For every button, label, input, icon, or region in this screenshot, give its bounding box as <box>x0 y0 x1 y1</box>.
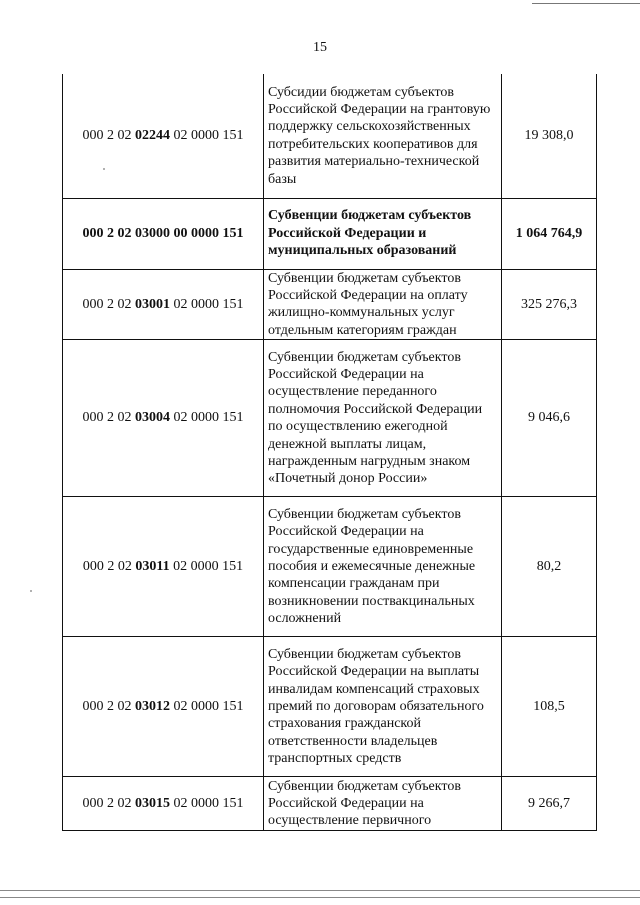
budget-code: 000 2 02 03012 02 0000 151 <box>63 637 264 777</box>
row-description: Субвенции бюджетам субъектов Российской Федерации на выплаты инвалидам компенсаций страховых премий по договорам обязательного страхования гражданской ответственности владельцев транспортных средств <box>264 637 502 777</box>
row-description: Субвенции бюджетам субъектов Российской Федерации на осуществление переданного полномочия Российской Федерации по осуществлению ежегодной денежной выплаты лицам, награжденным нагрудным знаком «Почетный донор России» <box>264 340 502 497</box>
table-row-03012 <box>63 637 597 777</box>
budget-code-key: 03004 <box>135 410 170 426</box>
table-row-03015 <box>63 777 597 831</box>
scan-edge-mark <box>532 3 640 4</box>
budget-code: 000 2 02 03001 02 0000 151 <box>63 269 264 340</box>
row-amount: 108,5 <box>502 637 597 777</box>
budget-code-key: 02244 <box>135 128 170 144</box>
scan-speck <box>30 590 32 592</box>
row-description: Субвенции бюджетам субъектов Российской Федерации и муниципальных образований <box>264 198 502 269</box>
page-number: 15 <box>313 40 327 55</box>
row-amount: 9 266,7 <box>502 777 597 831</box>
budget-classification-table <box>62 74 597 831</box>
budget-code-key: 03012 <box>135 698 170 714</box>
row-description: Субсидии бюджетам субъектов Российской Федерации на грантовую поддержку сельскохозяйственных потребительских кооперативов для развития материально-технической базы <box>264 74 502 198</box>
row-description: Субвенции бюджетам субъектов Российской Федерации на оплату жилищно-коммунальных услуг отдельным категориям граждан <box>264 269 502 340</box>
row-amount: 9 046,6 <box>502 340 597 497</box>
table-row-03001 <box>63 269 597 340</box>
budget-code: 000 2 02 02244 02 0000 151 <box>63 74 264 198</box>
budget-code-key: 03001 <box>135 296 170 312</box>
scan-speck <box>103 168 105 170</box>
budget-code: 000 2 02 03011 02 0000 151 <box>63 497 264 637</box>
row-amount: 1 064 764,9 <box>502 198 597 269</box>
budget-code: 000 2 02 03015 02 0000 151 <box>63 777 264 831</box>
table-row-03004 <box>63 340 597 497</box>
row-description: Субвенции бюджетам субъектов Российской Федерации на государственные единовременные пособия и ежемесячные денежные компенсации гражданам при возникновении поствакцинальных осложнений <box>264 497 502 637</box>
budget-code: 000 2 02 03004 02 0000 151 <box>63 340 264 497</box>
table-row-03011 <box>63 497 597 637</box>
table-row-02244 <box>63 74 597 198</box>
scan-bottom-line <box>0 890 640 891</box>
budget-code-key: 03015 <box>135 795 170 811</box>
scan-bottom-line <box>0 897 640 898</box>
row-amount: 19 308,0 <box>502 74 597 198</box>
row-description: Субвенции бюджетам субъектов Российской Федерации на осуществление первичного <box>264 777 502 831</box>
row-amount: 325 276,3 <box>502 269 597 340</box>
row-amount: 80,2 <box>502 497 597 637</box>
budget-code-key: 03011 <box>135 558 170 574</box>
budget-code: 000 2 02 03000 00 0000 151 <box>63 198 264 269</box>
table-row-03000-total <box>63 198 597 269</box>
